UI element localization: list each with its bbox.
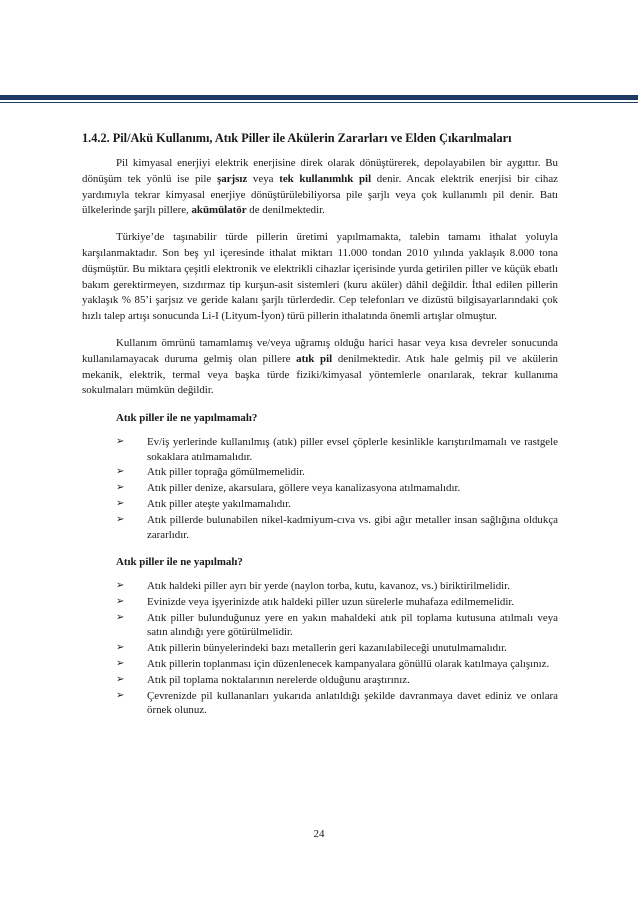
paragraph-waste-battery (82, 336, 558, 399)
list-item (116, 641, 558, 655)
arrow-bullet-icon: ➢ (116, 658, 125, 670)
list-item-text: Atık pillerin bünyelerindeki bazı metallerin geri kazanılabileceği unutulmamalıdır. (147, 642, 507, 655)
list-item-text: Atık piller bulunduğunuz yere en yakın mahaldeki atık pil toplama kutusuna atılmalı veya satın alındığı yere götürülmelidir. (147, 611, 558, 639)
list-item (116, 435, 558, 464)
header-rule-thin (0, 102, 638, 103)
arrow-bullet-icon: ➢ (116, 642, 125, 654)
paragraph-battery-definition (82, 156, 558, 219)
arrow-bullet-icon: ➢ (116, 436, 125, 448)
list-item-text: Ev/iş yerlerinde kullanılmış (atık) piller evsel çöplerle kesinlikle karıştırılmamalı ve rastgele sokaklara atılmamalıdır. (147, 436, 558, 463)
header-rule-thick (0, 95, 638, 100)
list-item-text: Atık piller denize, akarsulara, göllere veya kanalizasyona atılmamalıdır. (147, 482, 461, 495)
list-item (116, 689, 558, 718)
para1-text-3: denir. Ancak elektrik enerjisi bir cihaz yardımıyla tekrar kimyasal enerjiye dönüştürülebiliyorsa pile şarjlı veya çok kullanımlı pil denir. Batı ülkelerinde şarjlı pillere, (82, 172, 559, 217)
list-item (116, 657, 558, 671)
arrow-bullet-icon: ➢ (116, 498, 125, 510)
list-item-text: Atık piller toprağa gömülmemelidir. (147, 466, 305, 479)
list-item (116, 481, 558, 495)
list-item-text: Çevrenizde pil kullananları yukarıda anlatıldığı şekilde davranmaya davet ediniz ve onlara örnek olunuz. (147, 689, 558, 717)
para3-bold-1: atık pil (296, 352, 333, 365)
list-item (116, 497, 558, 511)
page-number: 24 (313, 828, 325, 840)
list-item (116, 465, 558, 479)
arrow-bullet-icon: ➢ (116, 482, 125, 494)
para1-bold-1: şarjsız (216, 172, 248, 185)
arrow-bullet-icon: ➢ (116, 580, 125, 591)
section-heading: 1.4.2. Pil/Akü Kullanımı, Atık Piller ile Akülerin Zararları ve Elden Çıkarılmaları (82, 131, 512, 145)
para1-text-2: veya (247, 172, 280, 185)
paragraph-turkey-imports: Türkiye’de taşınabilir türde pillerin üretimi yapılmamakta, talebin tamamı ithalat yoluyla karşılanmaktadır. Son beş yıl içeresinde ithalat miktarı 11.000 tondan 2010 yılında yaklaşık 8.000 tona düşmüştür. Bu miktara çeşitli elektronik ve elektrikli cihazlar içerisinde yurda getirilen piller ve küçük ebatlı bakım gerektirmeyen, sızdırmaz tip kurşun-asit sistemleri (kuru aküler) dâhil değildir. İthal edilen pillerin yaklaşık % 85’i şarjsız ve geride kalanı şarjlı türlerdedir. Cep telefonları ve dizüstü bilgisayarlarındaki çok hızlı talep artışı sonucunda Li-I (Lityum-İyon) türü pillerin ithalatında önemli artışlar olmuştur. (82, 231, 558, 323)
page-content (82, 130, 558, 730)
arrow-bullet-icon: ➢ (116, 673, 125, 685)
list-item-text: Evinizde veya işyerinizde atık haldeki piller uzun sürelerle muhafaza edilmemelidir. (147, 595, 515, 608)
list-item (116, 673, 558, 687)
arrow-bullet-icon: ➢ (116, 466, 125, 478)
dos-title: Atık piller ile ne yapılmalı? (116, 556, 243, 568)
list-item (116, 513, 558, 542)
list-item-text: Atık pillerin toplanması için düzenlenecek kampanyalara gönüllü olarak katılmaya çalışınız. (147, 658, 550, 671)
list-item (116, 595, 558, 609)
para3-text-1: Kullanım ömrünü tamamlamış ve/veya uğramış olduğu harici hasar veya kısa devreler sonucunda kullanılamayacak duruma gelmiş olan pillere (82, 336, 558, 365)
arrow-bullet-icon: ➢ (116, 689, 125, 701)
donts-title: Atık piller ile ne yapılmamalı? (116, 412, 258, 425)
list-item (116, 611, 558, 640)
para1-text-1: Pil kimyasal enerjiyi elektrik enerjisine direk olarak dönüştürerek, depolayabilen bir aygıttır. Bu dönüşüm tek yönlü ise pile (82, 157, 558, 185)
list-item-text: Atık haldeki piller ayrı bir yerde (naylon torba, kutu, kavanoz, vs.) biriktirilmelidir. (147, 580, 510, 592)
para1-bold-3: akümülatör (191, 204, 247, 217)
list-item-text: Atık pil toplama noktalarının nerelerde olduğunu araştırınız. (147, 673, 410, 686)
donts-list (116, 435, 558, 542)
list-item-text: Atık pillerde bulunabilen nikel-kadmiyum-cıva vs. gibi ağır metaller insan sağlığına oldukça zararlıdır. (147, 514, 558, 541)
arrow-bullet-icon: ➢ (116, 611, 125, 623)
para3-text-2: denilmektedir. Atık hale gelmiş pil ve akülerin mekanik, elektrik, termal veya başka türde fiziki/kimyasal yöntemlerle onarılarak, tekrar kullanıma sokulmaları mümkün değildir. (82, 352, 558, 397)
para1-text-4: de denilmektedir. (246, 204, 325, 217)
arrow-bullet-icon: ➢ (116, 595, 125, 607)
dos-list (116, 579, 558, 718)
para1-bold-2: tek kullanımlık pil (279, 172, 372, 185)
list-item-text: Atık piller ateşte yakılmamalıdır. (147, 498, 291, 511)
list-item (116, 579, 558, 593)
arrow-bullet-icon: ➢ (116, 514, 125, 526)
